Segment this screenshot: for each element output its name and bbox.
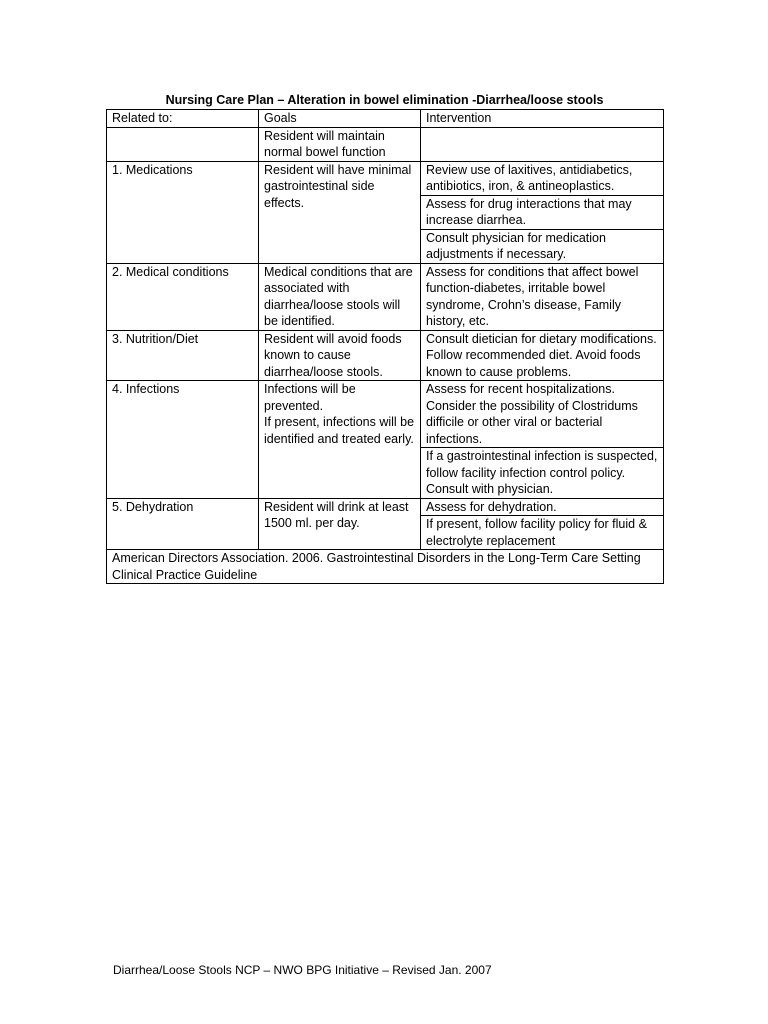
related-cell-empty — [107, 127, 259, 161]
goals-cell: Resident will avoid foods known to cause diarrhea/loose stools. — [259, 330, 421, 381]
intervention-line: Consult dietician for dietary modifications. — [426, 331, 657, 346]
goal-line: Infections will be prevented. — [264, 382, 356, 413]
intervention-cell: If present, follow facility policy for fluid & electrolyte replacement — [421, 516, 664, 550]
related-cell: 1. Medications — [107, 161, 259, 263]
intervention-cell: Assess for dehydration. — [421, 498, 664, 516]
table-row-medications — [107, 161, 664, 195]
related-cell: 3. Nutrition/Diet — [107, 330, 259, 381]
intervention-cell: Review use of laxitives, antidiabetics, antibiotics, iron, & antineoplastics. — [421, 161, 664, 195]
intervention-cell-empty — [421, 127, 664, 161]
reference-row — [107, 550, 664, 584]
header-related: Related to: — [107, 110, 259, 128]
intervention-cell: Assess for conditions that affect bowel function-diabetes, irritable bowel syndrome, Crohn’s disease, Family history, etc. — [421, 263, 664, 330]
intervention-cell: If a gastrointestinal infection is suspected, follow facility infection control policy. Consult with physician. — [421, 448, 664, 499]
related-cell: 5. Dehydration — [107, 498, 259, 550]
document-title: Nursing Care Plan – Alteration in bowel elimination -Diarrhea/loose stools — [165, 93, 604, 107]
care-plan-table — [106, 109, 664, 584]
page-footer: Diarrhea/Loose Stools NCP – NWO BPG Initiative – Revised Jan. 2007 — [113, 963, 492, 977]
intervention-cell: Consult physician for medication adjustments if necessary. — [421, 229, 664, 263]
table-row-dehydration — [107, 498, 664, 516]
reference-cell: American Directors Association. 2006. Gastrointestinal Disorders in the Long-Term Care Setting Clinical Practice Guideline — [107, 550, 664, 584]
intervention-cell: Assess for drug interactions that may increase diarrhea. — [421, 195, 664, 229]
header-intervention: Intervention — [421, 110, 664, 128]
general-goal-row — [107, 127, 664, 161]
general-goal-cell: Resident will maintain normal bowel function — [259, 127, 421, 161]
header-goals: Goals — [259, 110, 421, 128]
goals-cell: Resident will drink at least 1500 ml. per day. — [259, 498, 421, 550]
table-row-medical-conditions — [107, 263, 664, 330]
intervention-cell: Assess for recent hospitalizations. Consider the possibility of Clostridums difficile or other viral or bacterial infections. — [421, 381, 664, 448]
goals-cell — [259, 381, 421, 499]
related-cell: 2. Medical conditions — [107, 263, 259, 330]
intervention-cell — [421, 330, 664, 381]
table-header-row — [107, 110, 664, 128]
related-cell: 4. Infections — [107, 381, 259, 499]
table-row-nutrition-diet — [107, 330, 664, 381]
goals-cell: Resident will have minimal gastrointestinal side effects. — [259, 161, 421, 263]
goals-cell: Medical conditions that are associated with diarrhea/loose stools will be identified. — [259, 263, 421, 330]
intervention-line: Follow recommended diet. Avoid foods known to cause problems. — [426, 348, 641, 379]
table-row-infections — [107, 381, 664, 448]
goal-line: If present, infections will be identified and treated early. — [264, 415, 415, 446]
